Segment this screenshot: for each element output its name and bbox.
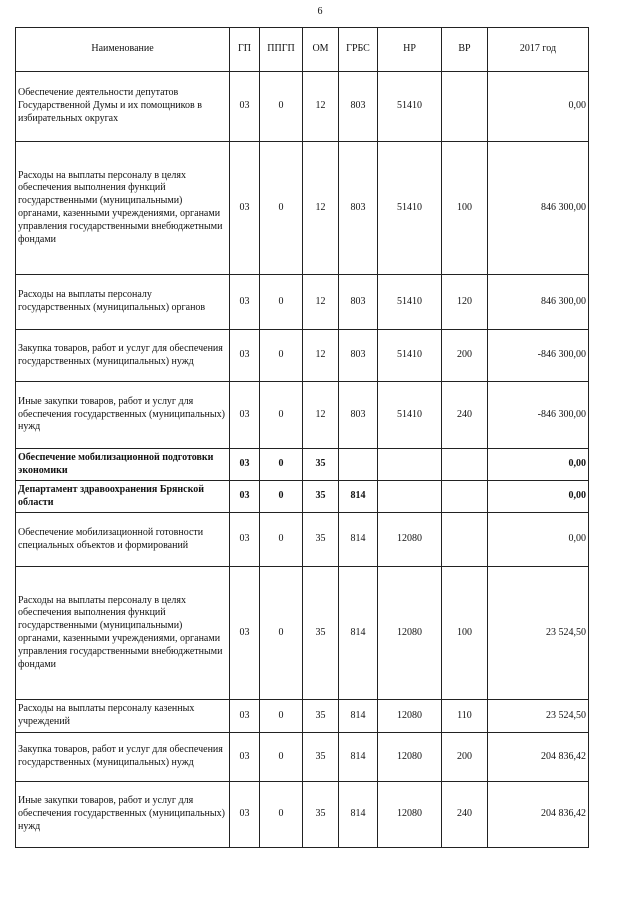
row-grbs: 814	[339, 733, 378, 782]
row-nr	[378, 449, 442, 481]
row-sum: -846 300,00	[488, 330, 589, 382]
row-nr: 51410	[378, 72, 442, 142]
row-nr: 12080	[378, 700, 442, 733]
header-om: ОМ	[303, 28, 339, 72]
row-grbs: 803	[339, 72, 378, 142]
row-nr: 51410	[378, 382, 442, 449]
row-ppgp: 0	[260, 782, 303, 848]
row-ppgp: 0	[260, 330, 303, 382]
row-name: Закупка товаров, работ и услуг для обеспечения государственных (муниципальных) нужд	[16, 330, 230, 382]
row-name: Обеспечение деятельности депутатов Государственной Думы и их помощников в избирательных округах	[16, 72, 230, 142]
row-sum: 846 300,00	[488, 275, 589, 330]
table-row	[16, 513, 589, 567]
row-gp: 03	[230, 275, 260, 330]
table-row	[16, 733, 589, 782]
row-grbs	[339, 449, 378, 481]
row-name: Расходы на выплаты персоналу в целях обеспечения выполнения функций государственными (муниципальными) органами, казенными учреждениями, органами управления государственными внебюджетными фондами	[16, 567, 230, 700]
row-grbs: 814	[339, 567, 378, 700]
row-gp: 03	[230, 142, 260, 275]
table-row	[16, 449, 589, 481]
row-gp: 03	[230, 700, 260, 733]
header-row	[16, 28, 589, 72]
row-name: Обеспечение мобилизационной готовности специальных объектов и формирований	[16, 513, 230, 567]
row-nr: 12080	[378, 513, 442, 567]
row-sum: 204 836,42	[488, 733, 589, 782]
row-sum: 0,00	[488, 72, 589, 142]
row-om: 12	[303, 275, 339, 330]
row-gp: 03	[230, 513, 260, 567]
row-gp: 03	[230, 382, 260, 449]
row-nr: 51410	[378, 330, 442, 382]
row-sum: 0,00	[488, 513, 589, 567]
row-om: 35	[303, 481, 339, 513]
row-sum: 0,00	[488, 449, 589, 481]
row-grbs: 814	[339, 513, 378, 567]
row-sum: 204 836,42	[488, 782, 589, 848]
header-name: Наименование	[16, 28, 230, 72]
row-nr: 12080	[378, 733, 442, 782]
header-gp: ГП	[230, 28, 260, 72]
row-vr: 240	[442, 382, 488, 449]
row-ppgp: 0	[260, 449, 303, 481]
header-vr: ВР	[442, 28, 488, 72]
row-ppgp: 0	[260, 481, 303, 513]
row-nr: 51410	[378, 142, 442, 275]
table-row	[16, 782, 589, 848]
row-vr: 100	[442, 142, 488, 275]
row-sum: 23 524,50	[488, 567, 589, 700]
row-name: Расходы на выплаты персоналу в целях обеспечения выполнения функций государственными (муниципальными) органами, казенными учреждениями, органами управления государственными внебюджетными фондами	[16, 142, 230, 275]
row-vr	[442, 72, 488, 142]
row-grbs: 814	[339, 782, 378, 848]
row-om: 35	[303, 700, 339, 733]
row-om: 12	[303, 142, 339, 275]
row-vr: 200	[442, 733, 488, 782]
header-grbs: ГРБС	[339, 28, 378, 72]
row-ppgp: 0	[260, 142, 303, 275]
row-ppgp: 0	[260, 700, 303, 733]
row-name: Расходы на выплаты персоналу казенных учреждений	[16, 700, 230, 733]
table-row	[16, 481, 589, 513]
row-om: 35	[303, 782, 339, 848]
row-name: Иные закупки товаров, работ и услуг для обеспечения государственных (муниципальных) нужд	[16, 782, 230, 848]
row-gp: 03	[230, 449, 260, 481]
row-ppgp: 0	[260, 733, 303, 782]
row-vr	[442, 513, 488, 567]
header-nr: НР	[378, 28, 442, 72]
row-name: Закупка товаров, работ и услуг для обеспечения государственных (муниципальных) нужд	[16, 733, 230, 782]
budget-table	[15, 27, 589, 848]
header-ppgp: ППГП	[260, 28, 303, 72]
row-om: 35	[303, 513, 339, 567]
row-om: 12	[303, 330, 339, 382]
row-gp: 03	[230, 782, 260, 848]
table-row	[16, 567, 589, 700]
row-ppgp: 0	[260, 275, 303, 330]
row-om: 35	[303, 733, 339, 782]
row-name: Обеспечение мобилизационной подготовки экономики	[16, 449, 230, 481]
row-ppgp: 0	[260, 513, 303, 567]
row-gp: 03	[230, 330, 260, 382]
row-nr: 12080	[378, 567, 442, 700]
row-om: 12	[303, 382, 339, 449]
row-gp: 03	[230, 567, 260, 700]
row-nr: 12080	[378, 782, 442, 848]
row-vr: 240	[442, 782, 488, 848]
row-nr	[378, 481, 442, 513]
row-grbs: 803	[339, 275, 378, 330]
row-gp: 03	[230, 72, 260, 142]
row-vr	[442, 481, 488, 513]
row-sum: 0,00	[488, 481, 589, 513]
table-row	[16, 330, 589, 382]
row-sum: 846 300,00	[488, 142, 589, 275]
row-vr: 110	[442, 700, 488, 733]
row-grbs: 814	[339, 700, 378, 733]
row-vr	[442, 449, 488, 481]
header-year: 2017 год	[488, 28, 589, 72]
row-om: 35	[303, 567, 339, 700]
row-sum: -846 300,00	[488, 382, 589, 449]
row-vr: 120	[442, 275, 488, 330]
row-vr: 200	[442, 330, 488, 382]
page-number: 6	[317, 6, 323, 17]
row-vr: 100	[442, 567, 488, 700]
row-grbs: 814	[339, 481, 378, 513]
row-grbs: 803	[339, 382, 378, 449]
table-row	[16, 382, 589, 449]
table-row	[16, 700, 589, 733]
table-row	[16, 275, 589, 330]
row-gp: 03	[230, 481, 260, 513]
row-name: Департамент здравоохранения Брянской области	[16, 481, 230, 513]
row-gp: 03	[230, 733, 260, 782]
row-grbs: 803	[339, 330, 378, 382]
row-name: Расходы на выплаты персоналу государственных (муниципальных) органов	[16, 275, 230, 330]
row-ppgp: 0	[260, 382, 303, 449]
row-grbs: 803	[339, 142, 378, 275]
table-row	[16, 142, 589, 275]
row-nr: 51410	[378, 275, 442, 330]
table-row	[16, 72, 589, 142]
row-om: 35	[303, 449, 339, 481]
row-name: Иные закупки товаров, работ и услуг для обеспечения государственных (муниципальных) нужд	[16, 382, 230, 449]
row-ppgp: 0	[260, 567, 303, 700]
row-om: 12	[303, 72, 339, 142]
row-sum: 23 524,50	[488, 700, 589, 733]
row-ppgp: 0	[260, 72, 303, 142]
